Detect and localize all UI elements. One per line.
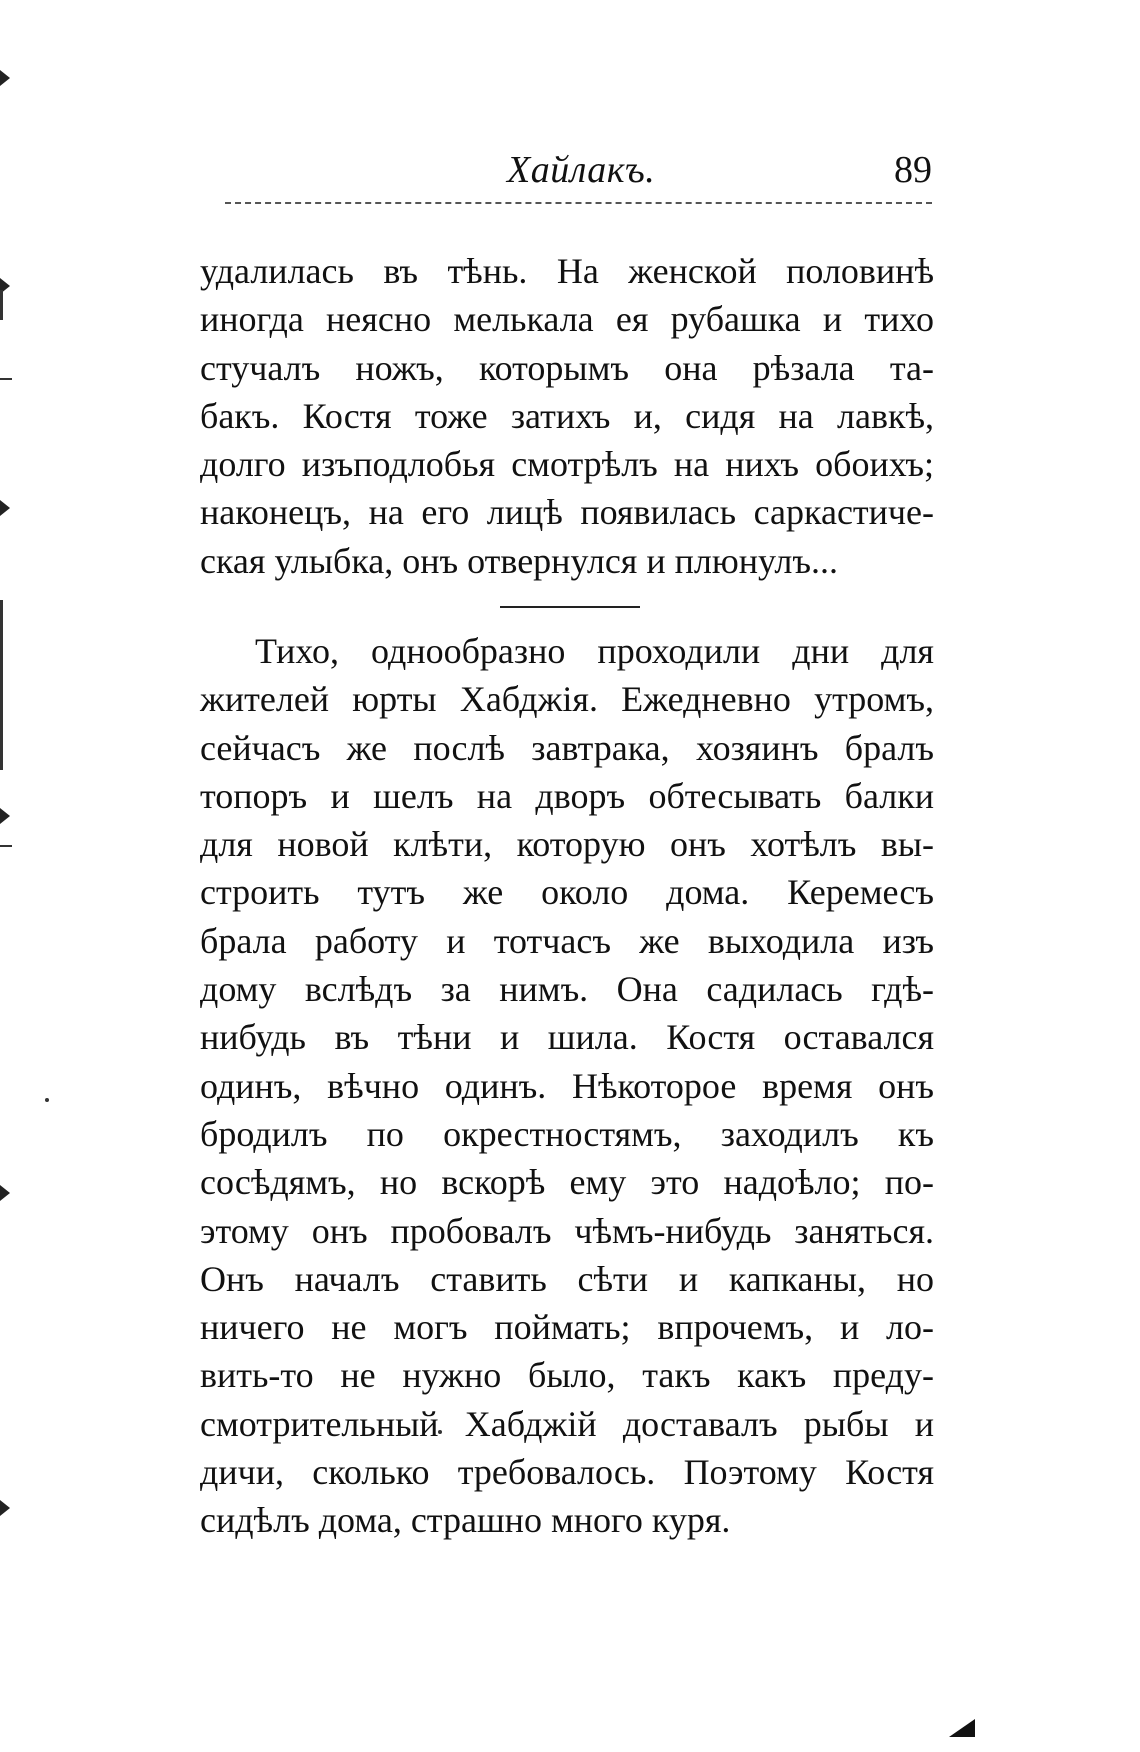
- text-line: топоръ и шелъ на дворъ обтесывать балки: [200, 775, 934, 816]
- running-head: [220, 148, 932, 198]
- text-line: сосѣдямъ, но вскорѣ ему это надоѣло; по-: [200, 1162, 934, 1203]
- text-line: дому вслѣдъ за нимъ. Она садилась гдѣ-: [200, 969, 934, 1010]
- text-line: сидѣлъ дома, страшно много куря.: [200, 1500, 731, 1541]
- paragraph-2: [200, 627, 934, 1545]
- text-line: наконецъ, на его лицѣ появилась саркастиче-: [200, 492, 934, 533]
- scan-speck: [45, 1098, 49, 1102]
- text-line: Тихо, однообразно проходили дни для: [255, 631, 934, 671]
- margin-arrow-mark: [0, 1500, 10, 1516]
- text-line: бакъ. Костя тоже затихъ и, сидя на лавкѣ,: [200, 395, 934, 436]
- margin-arrow-mark: [0, 808, 10, 824]
- text-line: ская улыбка, онъ отвернулся и плюнулъ...: [200, 540, 839, 581]
- text-line: вить-то не нужно было, такъ какъ преду-: [200, 1355, 934, 1396]
- margin-arrow-mark: [0, 1185, 10, 1201]
- margin-bar-mark: [0, 600, 3, 770]
- scan-ink-blot: [949, 1719, 975, 1737]
- header-rule: [225, 202, 932, 204]
- text-line: сейчасъ же послѣ завтрака, хозяинъ бралъ: [200, 727, 934, 768]
- text-line: Онъ началъ ставить сѣти и капканы, но: [200, 1258, 934, 1299]
- text-line: для новой клѣти, которую онъ хотѣлъ вы-: [200, 824, 934, 865]
- text-line: одинъ, вѣчно одинъ. Нѣкоторое время онъ: [200, 1065, 934, 1106]
- margin-bar-mark: [0, 290, 3, 320]
- paragraph-1: [200, 247, 934, 585]
- margin-line-mark: [0, 845, 12, 847]
- text-line: стучалъ ножъ, которымъ она рѣзала та-: [200, 347, 934, 388]
- margin-arrow-mark: [0, 70, 10, 86]
- margin-arrow-mark: [0, 500, 10, 516]
- text-line: бродилъ по окрестностямъ, заходилъ къ: [200, 1113, 934, 1154]
- margin-line-mark: [0, 378, 12, 380]
- text-line: дичи, сколько требовалось. Поэтому Костя: [200, 1452, 934, 1493]
- text-line: строить тутъ же около дома. Керемесъ: [200, 872, 934, 913]
- text-line: удалилась въ тѣнь. На женской половинѣ: [200, 251, 934, 291]
- text-line: нибудь въ тѣни и шила. Костя оставался: [200, 1017, 934, 1058]
- text-line: долго изъподлобья смотрѣлъ на нихъ обоихъ;: [200, 444, 934, 485]
- text-line: этому онъ пробовалъ чѣмъ-нибудь заняться.: [200, 1210, 934, 1251]
- text-line: смотрительный Хабджій доставалъ рыбы и: [200, 1403, 934, 1444]
- text-line: жителей юрты Хабджія. Ежедневно утромъ,: [200, 679, 934, 720]
- page-number: 89: [894, 149, 932, 191]
- section-divider: [500, 606, 640, 608]
- text-line: иногда неясно мелькала ея рубашка и тихо: [200, 299, 934, 340]
- scan-margin-marks: [0, 0, 20, 1752]
- text-line: ничего не могъ поймать; впрочемъ, и ло-: [200, 1307, 934, 1348]
- running-title: Хайлакъ.: [507, 149, 656, 191]
- text-line: брала работу и тотчасъ же выходила изъ: [200, 920, 934, 961]
